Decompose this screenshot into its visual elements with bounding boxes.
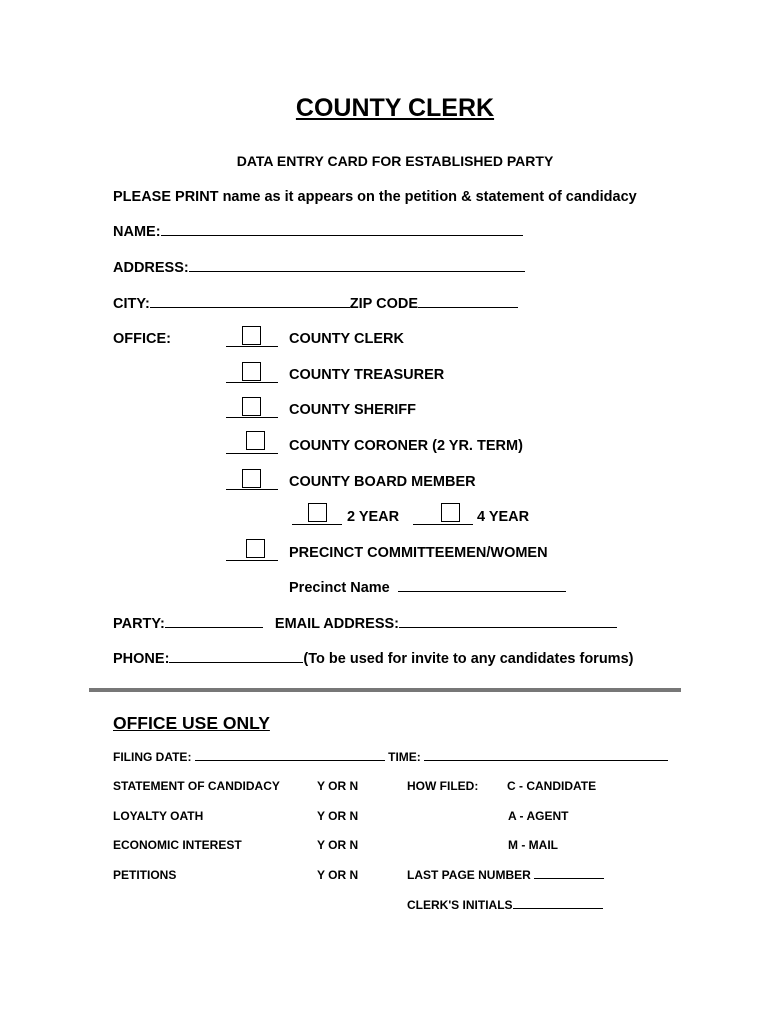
precinct-committeemen-label: PRECINCT COMMITTEEMEN/WOMEN xyxy=(289,545,548,561)
county-coroner-checkbox[interactable] xyxy=(246,431,265,450)
county-board-member-checkbox[interactable] xyxy=(242,469,261,488)
precinct-name-label: Precinct Name xyxy=(289,580,390,596)
page-title: COUNTY CLERK xyxy=(295,94,495,122)
section-divider xyxy=(89,688,681,692)
time-label: TIME: xyxy=(388,750,421,764)
city-zip-row xyxy=(113,296,518,312)
print-instruction: PLEASE PRINT name as it appears on the petition & statement of candidacy xyxy=(113,189,637,205)
filing-date-row xyxy=(113,750,668,764)
party-label: PARTY: xyxy=(113,616,165,632)
office-use-row-yn: Y OR N xyxy=(317,779,359,793)
clerk-initials-label: CLERK'S INITIALS xyxy=(407,898,513,912)
precinct-name-field[interactable] xyxy=(398,590,566,592)
office-label: OFFICE: xyxy=(113,331,171,347)
form-subtitle: DATA ENTRY CARD FOR ESTABLISHED PARTY xyxy=(236,153,554,169)
how-filed-option: A - AGENT xyxy=(508,809,569,823)
last-page-field[interactable] xyxy=(534,877,604,879)
county-clerk-checkbox[interactable] xyxy=(242,326,261,345)
precinct-committeemen-checkbox[interactable] xyxy=(246,539,265,558)
phone-row xyxy=(113,651,633,667)
name-field[interactable] xyxy=(161,234,523,236)
zip-field[interactable] xyxy=(418,306,518,308)
city-label: CITY: xyxy=(113,296,150,312)
email-label: EMAIL ADDRESS: xyxy=(274,616,399,632)
clerk-initials-row xyxy=(407,898,603,912)
county-treasurer-checkbox[interactable] xyxy=(242,362,261,381)
address-row xyxy=(113,260,525,276)
two-year-label: 2 YEAR xyxy=(347,509,400,525)
name-row xyxy=(113,224,523,240)
county-sheriff-checkbox[interactable] xyxy=(242,397,261,416)
office-use-row-yn: Y OR N xyxy=(317,868,359,882)
last-page-label: LAST PAGE NUMBER xyxy=(407,868,531,882)
zip-label: ZIP CODE xyxy=(349,296,418,312)
address-label: ADDRESS: xyxy=(113,260,189,276)
office-use-row-label: STATEMENT OF CANDIDACY xyxy=(113,779,280,793)
office-use-heading: OFFICE USE ONLY xyxy=(113,713,270,733)
office-use-row-yn: Y OR N xyxy=(317,838,359,852)
four-year-checkbox[interactable] xyxy=(441,503,460,522)
time-field[interactable] xyxy=(424,759,668,761)
how-filed-option: C - CANDIDATE xyxy=(507,779,597,793)
office-use-row-label: PETITIONS xyxy=(113,868,177,882)
party-email-row xyxy=(113,616,617,632)
office-option-county-coroner: COUNTY CORONER (2 YR. TERM) xyxy=(289,438,523,454)
address-field[interactable] xyxy=(189,270,525,272)
name-label: NAME: xyxy=(113,224,161,240)
filing-date-label: FILING DATE: xyxy=(113,750,192,764)
filing-date-field[interactable] xyxy=(195,759,385,761)
office-option-county-clerk: COUNTY CLERK xyxy=(289,331,404,347)
city-field[interactable] xyxy=(150,306,350,308)
office-use-row-yn: Y OR N xyxy=(317,809,359,823)
last-page-row xyxy=(407,868,604,882)
phone-label: PHONE: xyxy=(113,651,170,667)
email-field[interactable] xyxy=(399,626,617,628)
precinct-name-row xyxy=(289,580,566,596)
office-option-county-sheriff: COUNTY SHERIFF xyxy=(289,402,417,418)
two-year-checkbox[interactable] xyxy=(308,503,327,522)
clerk-initials-field[interactable] xyxy=(513,907,603,909)
office-use-row-label: LOYALTY OATH xyxy=(113,809,204,823)
four-year-label: 4 YEAR xyxy=(477,509,530,525)
office-option-county-board-member: COUNTY BOARD MEMBER xyxy=(289,474,476,490)
phone-field[interactable] xyxy=(169,661,303,663)
office-option-county-treasurer: COUNTY TREASURER xyxy=(289,367,445,383)
how-filed-label: HOW FILED: xyxy=(407,779,479,793)
office-use-row-label: ECONOMIC INTEREST xyxy=(113,838,242,852)
how-filed-option: M - MAIL xyxy=(508,838,558,852)
party-field[interactable] xyxy=(165,626,263,628)
phone-note: (To be used for invite to any candidates forums) xyxy=(303,651,634,667)
